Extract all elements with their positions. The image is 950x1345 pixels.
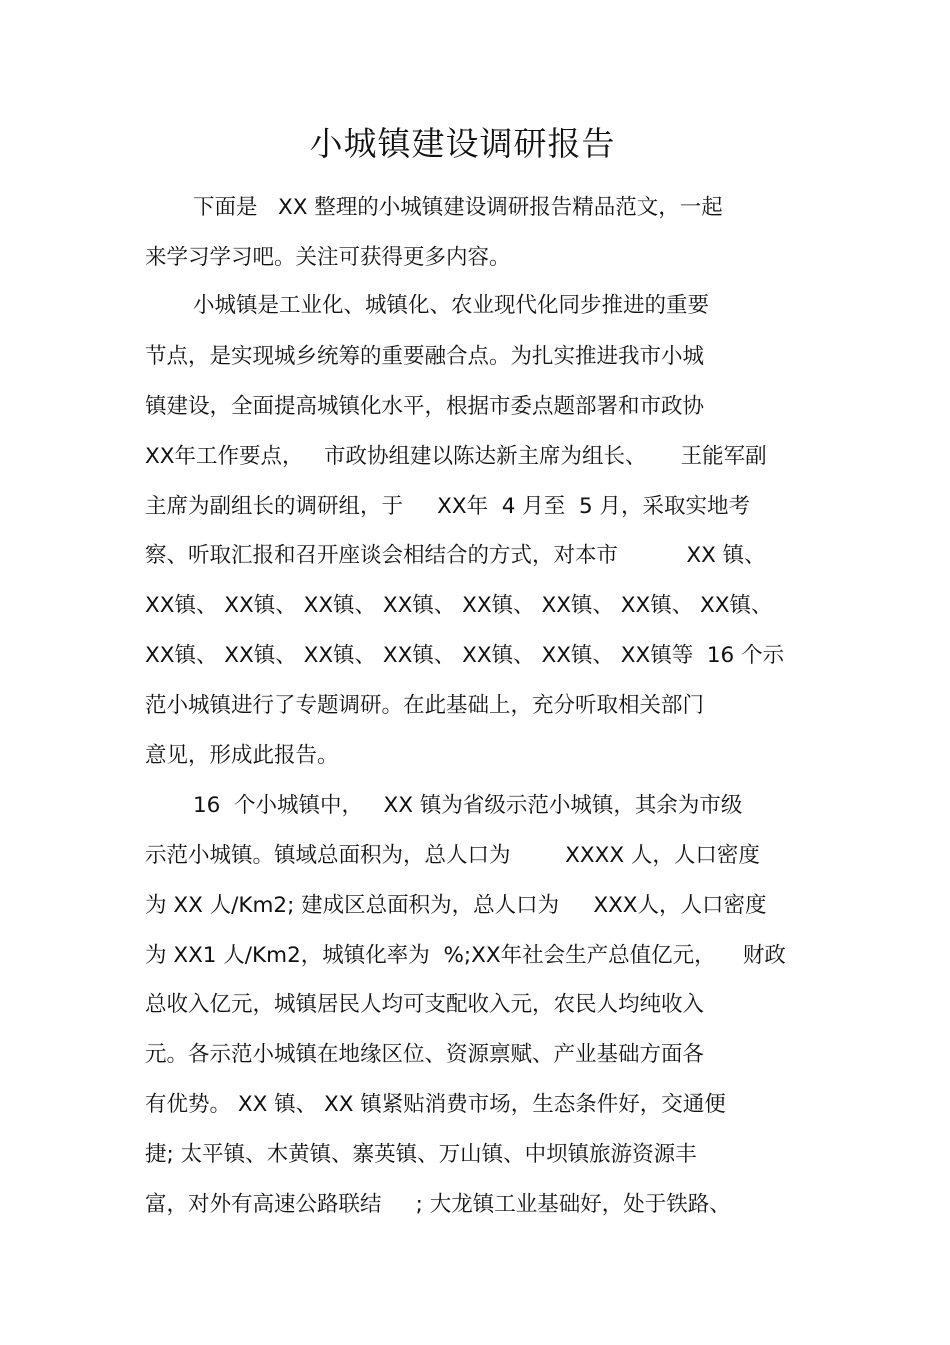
- paragraph-line: XX年工作要点， 市政协组建以陈达新主席为组长、 王能军副: [145, 444, 767, 469]
- paragraph-line: 总收入亿元，城镇居民人均可支配收入元，农民人均纯收入: [145, 992, 705, 1017]
- paragraph-line: 察、听取汇报和召开座谈会相结合的方式，对本市 XX 镇、: [145, 543, 766, 568]
- paragraph-line: 有优势。 XX 镇、 XX 镇紧贴消费市场，生态条件好，交通便: [145, 1092, 726, 1117]
- paragraph-line: 节点，是实现城乡统筹的重要融合点。为扎实推进我市小城: [145, 344, 705, 369]
- paragraph-line: XX镇、 XX镇、 XX镇、 XX镇、 XX镇、 XX镇、 XX镇等 16 个示: [145, 643, 785, 668]
- paragraph-line: 为 XX1 人/Km2，城镇化率为 %;XX年社会生产总值亿元， 财政: [145, 943, 786, 968]
- paragraph-line: 示范小城镇。镇域总面积为，总人口为 XXXX 人，人口密度: [145, 843, 760, 868]
- paragraph-line: 来学习学习吧。关注可获得更多内容。: [145, 245, 511, 270]
- paragraph-line: 为 XX 人/Km2; 建成区总面积为，总人口为 XXX人，人口密度: [145, 893, 767, 918]
- paragraph-line: 范小城镇进行了专题调研。在此基础上，充分听取相关部门: [145, 693, 705, 718]
- paragraph-line: 元。各示范小城镇在地缘区位、资源禀赋、产业基础方面各: [145, 1042, 705, 1067]
- paragraph-line: 主席为副组长的调研组，于 XX年 4 月至 5 月，采取实地考: [145, 494, 750, 519]
- paragraph-line: 捷; 太平镇、木黄镇、寨英镇、万山镇、中坝镇旅游资源丰: [145, 1142, 697, 1167]
- paragraph-line: XX镇、 XX镇、 XX镇、 XX镇、 XX镇、 XX镇、 XX镇、 XX镇、: [145, 593, 773, 618]
- paragraph-line: 下面是 XX 整理的小城镇建设调研报告精品范文，一起: [193, 195, 723, 220]
- paragraph-line: 16 个小城镇中， XX 镇为省级示范小城镇，其余为市级: [193, 793, 743, 818]
- paragraph-line: 意见，形成此报告。: [145, 743, 339, 768]
- paragraph-line: 小城镇是工业化、城镇化、农业现代化同步推进的重要: [193, 293, 710, 318]
- paragraph-line: 镇建设，全面提高城镇化水平，根据市委点题部署和市政协: [145, 394, 705, 419]
- document-title: 小城镇建设调研报告: [309, 124, 616, 163]
- paragraph-line: 富，对外有高速公路联结 ; 大龙镇工业基础好，处于铁路、: [145, 1192, 731, 1217]
